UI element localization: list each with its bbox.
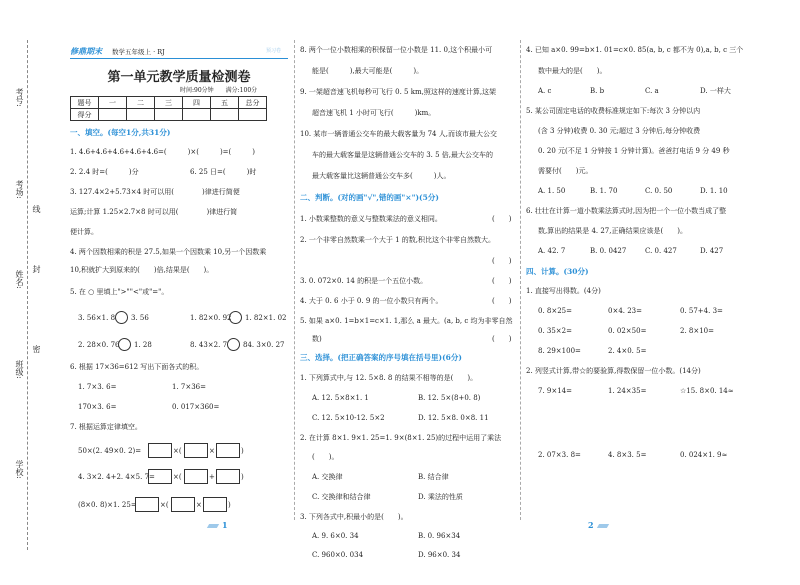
compare-right: 84. 3×0. 27 [243,341,285,349]
choice-1-B: B. 12. 5×(8+0. 8) [418,394,481,402]
score-header: 题号 [71,97,99,109]
answer-box[interactable] [216,469,240,484]
score-header: 二 [127,97,155,109]
section-judge: 二、判断。(对的画"√",错的画"×")(5分) [300,193,439,202]
choice-1-A: A. 12. 5×8×1. 1 [312,394,369,402]
section-choice: 三、选择。(把正确答案的序号填在括号里)(6分) [300,353,462,362]
seal-line [27,40,28,550]
choice-4b: 数中最大的是( )。 [538,67,607,75]
vertical-calc: 4. 8×3. 5= [608,451,647,459]
column-divider [294,40,295,520]
product-2: 1. 7×36= [172,383,206,391]
compare-circle[interactable] [115,311,128,324]
label-name: 姓名: [15,270,24,289]
question-2b: 6. 25 日=( )时 [190,168,257,176]
score-header: 五 [211,97,239,109]
compare-left: 1. 82×0. 92 [190,314,232,322]
product-3: 170×3. 6= [78,403,117,411]
question-10a: 10. 某市一辆普通公交车的最大载客量为 74 人,而该市最大公交 [300,130,497,138]
choice-1-C: C. 12. 5×10-12. 5×2 [312,414,385,422]
page-number-1: 1 [222,520,228,530]
vertical-calc: 2. 07×3. 8= [538,451,581,459]
label-exam-room: 考场: [15,180,24,199]
choice-6-A: A. 42. 7 [538,247,566,255]
page-title: 第一单元教学质量检测卷 [107,70,251,85]
choice-3: 3. 下列各式中,积最小的是( )。 [300,513,408,521]
choice-6-B: B. 0. 0427 [590,247,627,255]
score-table [70,96,267,121]
choice-3-B: B. 0. 96×34 [418,532,461,540]
score-header: 四 [183,97,211,109]
question-8b: 能是( ),最大可能是( )。 [312,67,424,75]
choice-4-A: A. c [538,87,552,95]
score-cell[interactable] [155,109,183,121]
calc-item: 0. 57+4. 3= [680,307,723,315]
score-cell[interactable] [183,109,211,121]
choice-5c: 0. 20 元(不足 1 分钟按 1 分钟计算)。爸爸打电话 9 分 49 秒 [538,147,730,155]
question-2a: 2. 2.4 时=( )分 [70,168,139,176]
question-6: 6. 根据 17×36=612 写出下面各式的积。 [70,363,204,371]
choice-2a: 2. 在计算 8×1. 9×1. 25=1. 9×(8×1. 25)的过程中运用了乘法 [300,434,502,442]
label-class: 班级: [15,360,24,379]
seal-char-secret: 密 [32,345,41,353]
score-cell[interactable] [211,109,239,121]
choice-3-A: A. 9. 6×0. 34 [312,532,359,540]
brand-logo: 修鼎期末 [70,46,102,56]
law-expr-3: (8×0. 8)×1. 25= [78,501,137,509]
score-cell[interactable] [99,109,127,121]
question-4b: 10,积就扩大到原来的( )倍,结果是( )。 [70,266,214,274]
compare-right: 1. 82×1. 02 [245,314,287,322]
score-header: 总分 [239,97,267,109]
choice-6b: 数,算出的结果是 4. 27,正确结果应该是( )。 [538,227,687,235]
judge-3: 3. 0. 072×0. 14 的积是一个五位小数。 [300,277,428,285]
product-4: 0. 017×360= [172,403,220,411]
calc-item: 0. 35×2= [538,327,572,335]
question-7: 7. 根据运算定律填空。 [70,423,142,431]
calc-1: 1. 直接写出得数。(4分) [526,287,601,295]
choice-2b: ( )。 [312,453,339,461]
compare-circle[interactable] [118,338,131,351]
decor-bar-icon [207,524,219,528]
compare-right: 1. 28 [134,341,152,349]
answer-box[interactable] [171,497,195,512]
answer-box[interactable] [184,469,208,484]
choice-5-A: A. 1. 50 [538,187,566,195]
label-school: 学校: [15,460,24,479]
vertical-calc: 1. 24×35= [608,387,647,395]
calc-2: 2. 列竖式计算,带☆的要验算,得数保留一位小数。(14分) [526,367,701,375]
answer-box[interactable] [148,443,172,458]
judge-1-paren[interactable]: ( ) [492,215,512,223]
subject-label: 数学五年级上 · RJ [112,48,165,56]
calc-item: 2. 8×10= [680,327,714,335]
choice-6a: 6. 壮壮在计算一道小数乘法算式时,因为把一个一位小数当成了整 [526,207,727,215]
choice-1: 1. 下列算式中,与 12. 5×8. 8 的结果不相等的是( )。 [300,374,478,382]
calc-item: 8. 29×100= [538,347,581,355]
judge-5a: 5. 如果 a×0. 1=b×1=c×1. 1,那么 a 最大。(a, b, c 均为非零自然 [300,317,513,325]
choice-6-D: D. 427 [700,247,724,255]
choice-5b: (含 3 分钟)收费 0. 30 元;超过 3 分钟后,每分钟收费 [538,127,701,135]
calc-item: 0. 8×25= [538,307,572,315]
judge-3-paren[interactable]: ( ) [492,277,512,285]
question-9b: 超音速飞机 1 小时可飞行( )km。 [312,109,436,117]
seal-char-seal: 封 [32,265,41,273]
vertical-calc: 7. 9×14= [538,387,572,395]
calc-item: 2. 4×0. 5= [608,347,647,355]
binding-margin [0,0,60,585]
question-9a: 9. 一架超音速飞机每秒可飞行 0. 5 km,照这样的速度计算,这架 [300,88,497,96]
column-divider [520,40,521,520]
judge-2: 2. 一个非零自然数乘一个大于 1 的数,积比这个非零自然数大。 [300,236,496,244]
label-exam-no: 考号: [15,88,24,107]
exam-info: 时间:90分钟 满分:100分 [180,87,258,94]
choice-4a: 4. 已知 a×0. 99=b×1. 01=c×0. 85(a, b, c 都不为 0),a, b, c 三个 [526,46,744,54]
score-row-label: 得分 [71,109,99,121]
question-10c: 最大载客量比这辆普通公交车多( )人。 [312,172,451,180]
compare-left: 2. 28×0. 76 [78,341,120,349]
compare-circle[interactable] [227,338,240,351]
compare-circle[interactable] [229,311,242,324]
question-1: 1. 4.6+4.6+4.6+4.6+4.6=( )×( )=( ) [70,148,256,156]
score-header: 一 [99,97,127,109]
choice-5-C: C. 0. 50 [645,187,673,195]
law-expr-2: 4. 3×2. 4+2. 4×5. 7= [78,473,155,481]
judge-4-paren[interactable]: ( ) [492,297,512,305]
judge-4: 4. 大于 0. 6 小于 0. 9 的一位小数只有两个。 [300,297,443,305]
choice-2-A: A. 交换律 [312,473,343,481]
section-fill-blank: 一、填空。(每空1分,共31分) [70,128,171,137]
choice-3-D: D. 96×0. 34 [418,551,461,559]
answer-box[interactable] [203,497,227,512]
score-cell[interactable] [239,109,267,121]
answer-box[interactable] [135,497,159,512]
page-number-2: 2 [588,520,594,530]
question-8a: 8. 两个一位小数相乘的积保留一位小数是 11. 0,这个积最小可 [300,46,493,54]
question-5: 5. 在 ○ 里填上">""<"或"="。 [70,288,169,296]
calc-item: 0. 02×50= [608,327,647,335]
header-tag: 预习卷 [266,48,282,54]
score-header: 三 [155,97,183,109]
decor-bar-icon [597,524,609,528]
answer-box[interactable] [184,443,208,458]
question-10b: 车的最大载客量是这辆普通公交车的 3. 5 倍,最大公交车的 [312,151,494,159]
choice-5a: 5. 某公司固定电话的收费标准规定如下:每次 3 分钟以内 [526,107,701,115]
choice-4-C: C. a [645,87,659,95]
choice-5-B: B. 1. 70 [590,187,618,195]
question-3c: 便计算。 [70,228,98,236]
choice-5-D: D. 1. 10 [700,187,728,195]
choice-1-D: D. 12. 5×8. 0×8. 11 [418,414,489,422]
law-expr-1: 50×(2. 49×0. 2)= [78,447,142,455]
question-3b: 运算;计算 1.25×2.7×8 时可以用( )律进行简 [70,208,238,216]
choice-3-C: C. 960×0. 034 [312,551,364,559]
compare-right: 3. 56 [131,314,149,322]
choice-5d: 需要付( )元。 [538,167,593,175]
choice-4-B: B. b [590,87,605,95]
answer-box[interactable] [148,469,172,484]
score-cell[interactable] [127,109,155,121]
choice-2-B: B. 结合律 [418,473,449,481]
section-calc: 四、计算。(30分) [526,267,589,276]
vertical-calc: 0. 024×1. 9≈ [680,451,728,459]
judge-5-paren[interactable]: ( ) [492,335,512,343]
seal-char-line: 线 [32,205,41,213]
product-1: 1. 7×3. 6= [78,383,117,391]
choice-6-C: C. 0. 427 [645,247,677,255]
header-bar [70,46,288,59]
judge-5b: 数) [312,335,322,343]
question-3a: 3. 127.4×2+5.73×4 时可以用( )律进行简便 [70,188,240,196]
judge-1: 1. 小数乘整数的意义与整数乘法的意义相同。 [300,215,442,223]
question-4a: 4. 两个因数相乘的积是 27.5,如果一个因数乘 10,另一个因数乘 [70,248,267,256]
choice-4-D: D. 一样大 [700,87,731,95]
compare-left: 3. 56×1. 8 [78,314,116,322]
compare-left: 8. 43×2. 7 [190,341,228,349]
choice-2-D: D. 乘法的性质 [418,493,463,501]
vertical-calc: ☆15. 8×0. 14≈ [680,387,734,395]
answer-box[interactable] [216,443,240,458]
choice-2-C: C. 交换律和结合律 [312,493,371,501]
calc-item: 0×4. 23= [608,307,642,315]
judge-2-paren[interactable]: ( ) [492,257,512,265]
